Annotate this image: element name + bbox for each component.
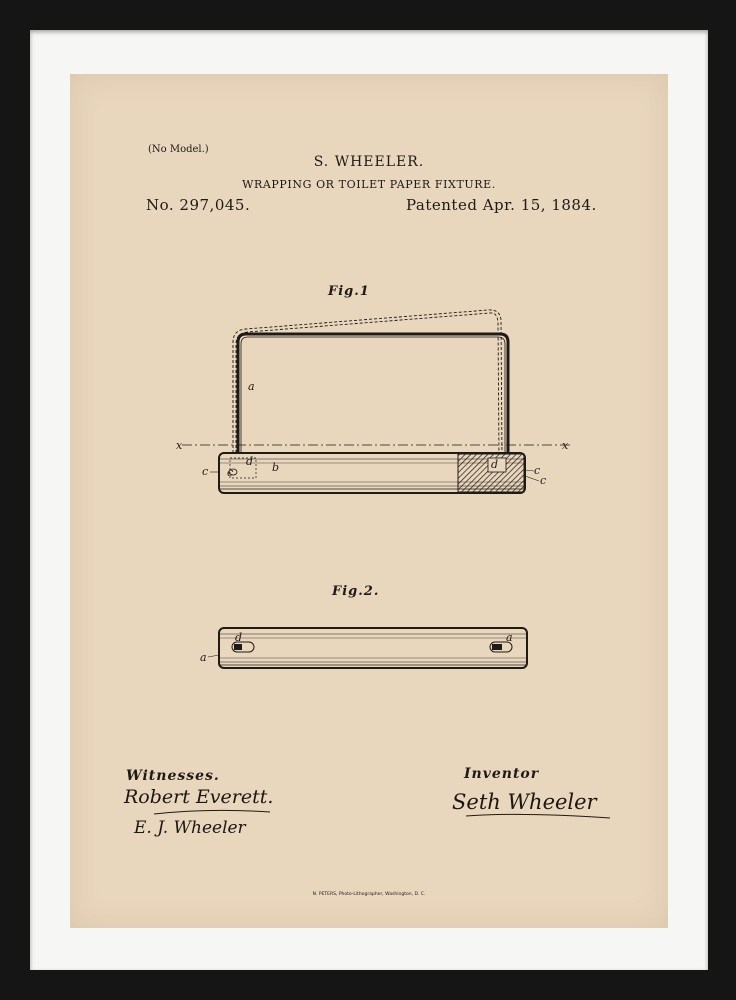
fig2-roller — [219, 628, 527, 668]
fig1-wire-dashed — [233, 310, 502, 458]
invention-title: WRAPPING OR TOILET PAPER FIXTURE. — [242, 178, 496, 191]
patent-number: No. 297,045. — [146, 196, 251, 214]
fig1-ref-a: a — [248, 380, 255, 393]
fig2-ref-d: d — [235, 631, 243, 644]
fig1-label: Fig.1 — [328, 284, 370, 299]
fig1-ref-c-inner: c — [227, 466, 234, 479]
fig2-label: Fig.2. — [332, 584, 380, 599]
fig1-roller — [219, 453, 525, 493]
model-note: (No Model.) — [148, 144, 209, 155]
patent-sheet — [70, 74, 668, 928]
printer-credit: N. PETERS, Photo-Lithographer, Washington, D. C. — [312, 892, 426, 897]
fig1-ref-c-right-1: c — [534, 464, 541, 477]
witness-signature-1: Robert Everett. — [124, 786, 274, 808]
inventor-label: Inventor — [464, 766, 540, 782]
fig1-ref-d-right: d — [491, 458, 499, 471]
inventor-name: S. WHEELER. — [313, 154, 425, 170]
fig1-ref-c-left: c — [202, 465, 209, 478]
fig1-wire-bracket — [238, 334, 508, 456]
witnesses-label: Witnesses. — [126, 768, 220, 784]
fig1-ref-b: b — [272, 461, 280, 474]
fig2-ref-a-right: a — [506, 631, 513, 644]
inventor-signature: Seth Wheeler — [452, 790, 597, 814]
fig1-ref-c-right-2: c — [540, 474, 547, 487]
fig2-ref-a-left: a — [200, 651, 207, 664]
patent-date: Patented Apr. 15, 1884. — [406, 196, 597, 214]
witness-signature-2: E. J. Wheeler — [134, 818, 246, 838]
fig1-ref-d-left: d — [246, 455, 254, 468]
fig1-ref-x-left: x — [176, 439, 183, 452]
fig1-ref-x-right: x — [562, 439, 569, 452]
